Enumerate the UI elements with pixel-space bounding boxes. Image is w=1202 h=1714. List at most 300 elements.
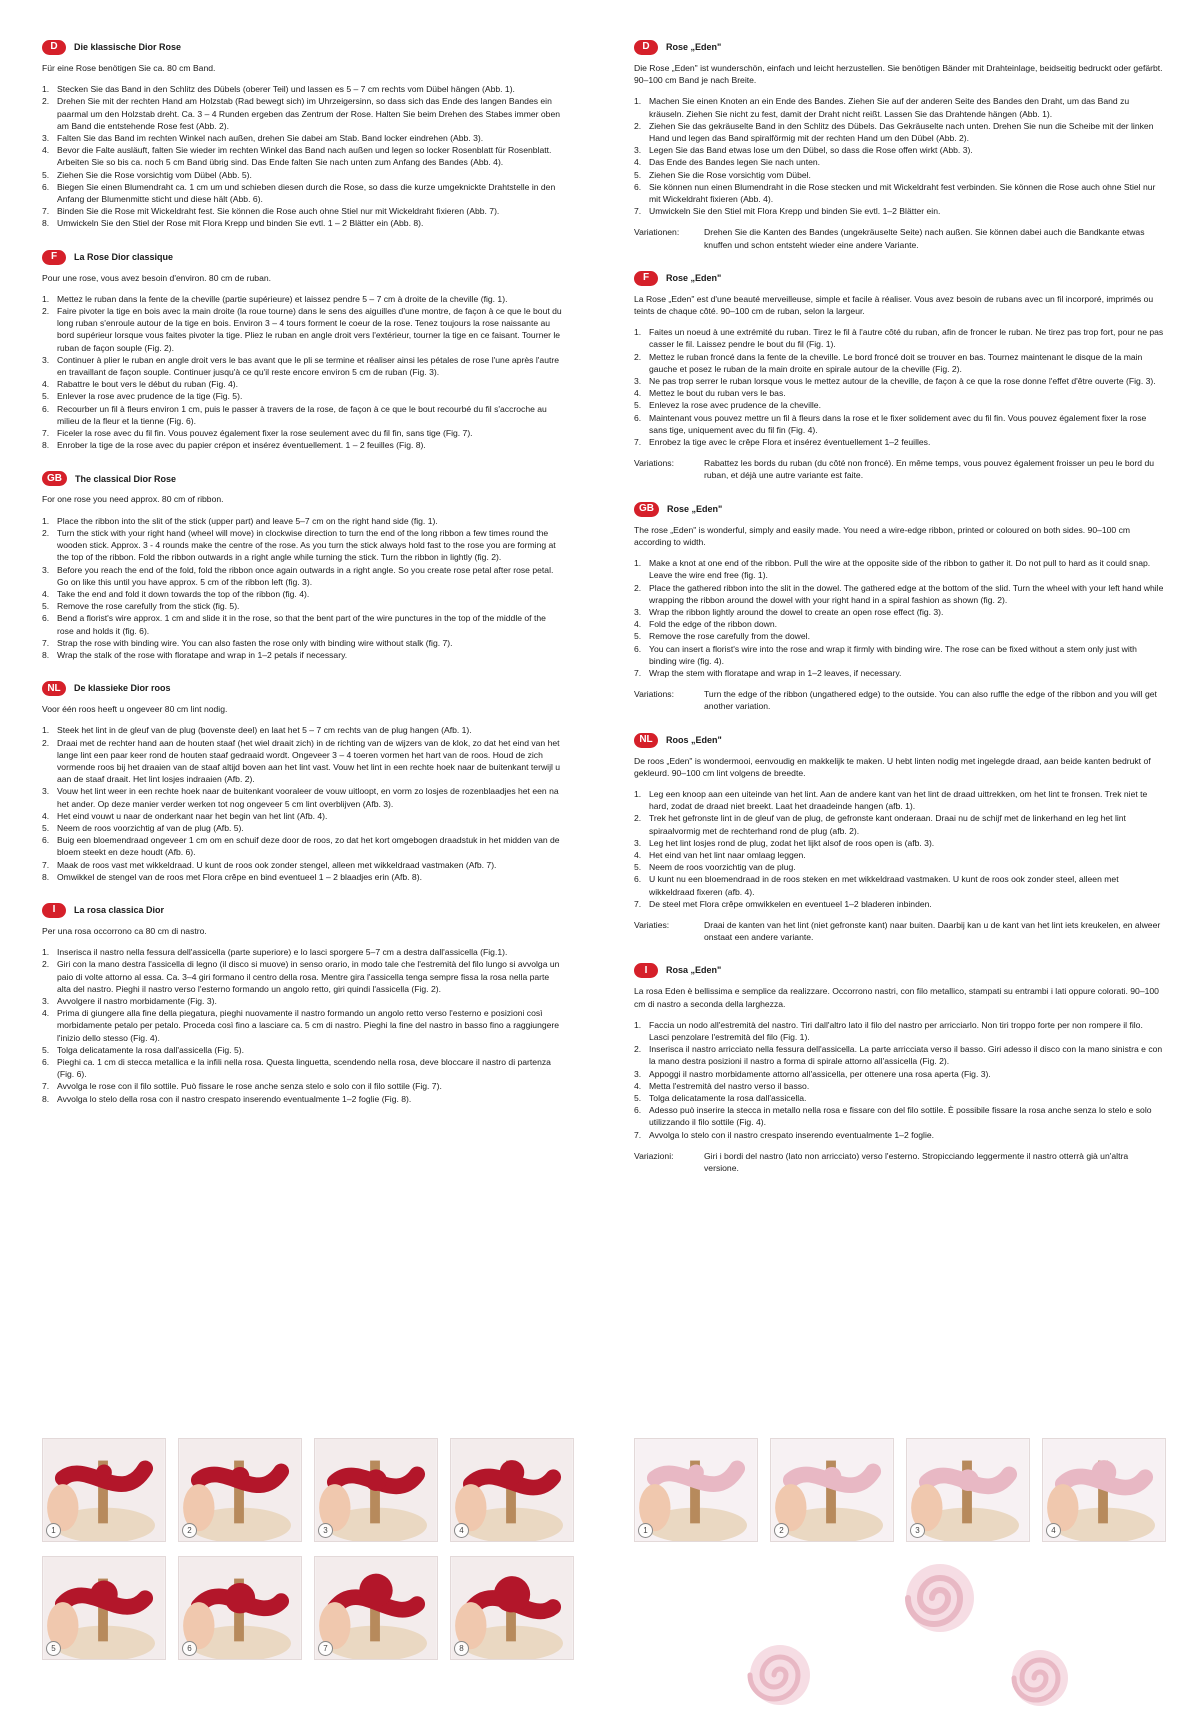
step-item — [634, 169, 1164, 181]
step-number: 2. — [634, 582, 642, 593]
section-header — [634, 271, 1164, 286]
step-number: 7. — [634, 898, 642, 909]
steps-list — [42, 515, 564, 661]
rose-illustration-left — [750, 1645, 810, 1705]
step-item — [42, 403, 564, 427]
step-text: Tolga delicatamente la rosa dall'assicella. — [649, 1093, 807, 1103]
step-item — [634, 606, 1164, 618]
section-intro: La rosa Eden è bellissima e semplice da realizzare. Occorrono nastri, con filo metallico, stampati su entrambi i lati oppure colorati. 90–100 cm di nastro a seconda della larghezza. — [634, 986, 1159, 1009]
section-intro: Die Rose „Eden" ist wunderschön, einfach und leicht herzustellen. Sie benötigen Bänder mit Drahteinlage, beidseitig bedruckt oder gefärbt. 90–100 cm Band je nach Breite. — [634, 63, 1163, 86]
step-item — [42, 527, 564, 564]
steps-list — [42, 946, 564, 1105]
photo-illustration — [179, 1439, 301, 1541]
step-text: Enlevez la rose avec prudence de la cheville. — [649, 400, 821, 411]
step-text: Binden Sie die Rose mit Wickeldraht fest. Sie können die Rose auch ohne Stiel nur mit Wickeldraht fixieren (Abb. 7). — [57, 206, 500, 217]
section-intro: The rose „Eden" is wonderful, simply and easily made. You need a wire-edge ribbon, printed or coloured on both sides. 90–100 cm according to width. — [634, 524, 1131, 547]
step-number: 1. — [634, 96, 642, 107]
step-item — [42, 958, 564, 995]
step-text: Prima di giungere alla fine della piegatura, pieghi nuovamente il nastro formando un angolo retto verso l'esterno e posizioni così morbidamente petalo per petalo. Proceda così fino a lasciare ca. 5 cm di nastro. Pieghi la fine del nastro in basso fino a raggiungere l'inizio dello stesso (Fig. 4). — [57, 1008, 560, 1043]
step-number: 7. — [634, 1129, 642, 1140]
step-text: Drehen Sie mit der rechten Hand am Holzstab (Rad bewegt sich) im Uhrzeigersinn, so dass sich das Ende des langen Bandes ein paarmal um den Holzstab dreht. Ca. 3 – 4 Runden ergeben das Zentrum der Rose. Halten Sie beim Drehen des Stabes immer oben am Band die entstehende Rose fest (Abb. 2). — [57, 96, 561, 131]
variation-text: Draai de kanten van het lint (niet gefronste kant) naar buiten. Daarbij kan u de kant van het lint iets kreukelen, en alweer onstaat een andere variante. — [704, 919, 1161, 943]
photo-illustration — [771, 1439, 893, 1541]
step-item — [634, 788, 1164, 812]
step-number: 5. — [42, 391, 50, 402]
step-item — [634, 144, 1164, 156]
step-text: Enrobez la tige avec le crêpe Flora et insérez éventuellement 1–2 feuilles. — [649, 437, 931, 448]
variation-note — [634, 688, 1164, 712]
steps-list — [634, 95, 1164, 217]
step-item — [42, 871, 564, 883]
step-text: Falten Sie das Band im rechten Winkel nach außen, drehen Sie dabei am Stab. Band locker eindrehen (Abb. 3). — [57, 133, 484, 144]
photo-number: 3 — [318, 1523, 333, 1538]
photo-number: 6 — [182, 1641, 197, 1656]
step-text: Inserisca il nastro nella fessura dell'assicella (parte superiore) e lo lasci sporgere 5–7 cm a destra dall'assicella (Fig.1). — [57, 947, 508, 958]
step-text: Avvolga le rose con il filo sottile. Può fissare le rose anche senza stelo e solo con il filo sottile (Fig. 7). — [57, 1081, 442, 1092]
step-number: 4. — [634, 157, 642, 168]
step-item — [42, 169, 564, 181]
variation-label: Variationen: — [634, 227, 680, 238]
step-text: De steel met Flora crêpe omwikkelen en eventueel 1–2 bladeren inbinden. — [649, 898, 932, 909]
step-text: Ficeler la rose avec du fil fin. Vous pouvez également fixer la rose seulement avec du fil fin, sans tige (Fig. 7). — [57, 428, 473, 439]
step-item — [42, 217, 564, 229]
step-number: 6. — [42, 403, 50, 414]
step-text: Faccia un nodo all'estremità del nastro. Tiri dall'altro lato il filo del nastro per arricciarlo. Non tiri troppo forte per non rompere il filo. Lasci penzolare l'estremità del filo (Fig. 1). — [649, 1019, 1143, 1042]
step-number: 1. — [634, 1019, 642, 1030]
variation-text: Rabattez les bords du ruban (du côté non froncé). En même temps, vous pouvez également froisser un peu le bord du ruban, et déjà une autre variante est faite. — [704, 458, 1154, 481]
step-photo — [314, 1556, 438, 1660]
steps-list — [42, 293, 564, 452]
step-text: Rabattre le bout vers le début du ruban (Fig. 4). — [57, 379, 239, 390]
step-item — [634, 1129, 1164, 1141]
step-item — [42, 305, 564, 354]
section-intro: La Rose „Eden" est d'une beauté merveilleuse, simple et facile à réaliser. Vous avez besoin de rubans avec un fil incorporé, imprimés ou teints de chaque côté. 90–100 cm de ruban, selon la largeur. — [634, 293, 1154, 317]
step-text: Mettez le bout du ruban vers le bas. — [649, 388, 786, 399]
step-text: Faire pivoter la tige en bois avec la main droite (la roue tourne) dans le sens des aiguilles d'une montre, de façon à ce que le bout du long ruban s'enroule autour de la tige en bois. Environ 3 – 4 tours forment le coeur de la rose. Tenez toujours la rose naissante au bord supérieur lorsque vous faites pivoter la tige. Pliez le ruban en angle droit vers l'extérieur, tourner la tige en ce faisant. Tourner le ruban de façon souple (Fig. 2). — [57, 306, 562, 353]
section-d — [42, 40, 564, 230]
variation-note — [634, 919, 1164, 943]
section-title: Rose „Eden" — [666, 272, 722, 283]
step-number: 3. — [634, 145, 642, 156]
step-item — [634, 412, 1164, 436]
step-item — [634, 1019, 1164, 1043]
step-text: Het eind vouwt u naar de onderkant naar het begin van het lint (Afb. 4). — [57, 810, 328, 821]
language-badge: F — [42, 250, 66, 265]
step-text: Bend a florist's wire approx. 1 cm and slide it in the rose, so that the bent part of the wire punctures in the top of the middle of the rose and holds it (fig. 6). — [57, 613, 546, 636]
variation-text: Turn the edge of the ribbon (ungathered edge) to the outside. You can also ruffle the edge of the ribbon and you will get another variation. — [704, 689, 1157, 712]
step-text: Stecken Sie das Band in den Schlitz des Dübels (oberer Teil) und lassen es 5 – 7 cm rechts vom Dübel hängen (Abb. 1). — [57, 84, 515, 95]
step-item — [634, 582, 1164, 606]
step-number: 6. — [634, 412, 642, 423]
step-text: Trek het gefronste lint in de gleuf van de plug, de gefronste kant onderaan. Draai nu de schijf met de linkerhand en leg het lint spiraalvormig met de rechterhand rond de plug (afb. 2). — [649, 813, 1126, 836]
step-item — [634, 643, 1164, 667]
right-column — [634, 40, 1164, 1194]
step-number: 5. — [42, 601, 50, 612]
variation-label: Variations: — [634, 689, 674, 700]
step-item — [42, 637, 564, 649]
photo-illustration — [315, 1557, 437, 1659]
step-photo — [314, 1438, 438, 1542]
section-header — [42, 40, 564, 55]
step-number: 4. — [42, 810, 50, 821]
step-text: Wrap the stem with floratape and wrap in 1–2 leaves, if necessary. — [649, 667, 902, 678]
section-f — [42, 250, 564, 452]
step-number: 5. — [42, 169, 50, 180]
step-item — [634, 898, 1164, 910]
photo-illustration — [451, 1439, 573, 1541]
step-item — [42, 859, 564, 871]
step-item — [42, 995, 564, 1007]
step-text: Tolga delicatamente la rosa dall'assicella (Fig. 5). — [57, 1044, 244, 1055]
step-number: 3. — [42, 995, 50, 1006]
step-text: Remove the rose carefully from the dowel. — [649, 631, 810, 642]
step-item — [634, 120, 1164, 144]
section-header — [42, 903, 564, 918]
step-item — [42, 439, 564, 451]
step-number: 7. — [42, 859, 50, 870]
step-item — [634, 399, 1164, 411]
step-number: 5. — [634, 1093, 642, 1103]
step-text: Metta l'estremità del nastro verso il basso. — [649, 1080, 810, 1091]
step-item — [634, 812, 1164, 836]
step-number: 7. — [42, 206, 50, 217]
step-number: 2. — [634, 1044, 642, 1055]
step-item — [634, 849, 1164, 861]
step-number: 4. — [42, 1008, 50, 1019]
step-number: 1. — [42, 84, 50, 95]
step-number: 1. — [42, 293, 50, 304]
step-number: 5. — [634, 631, 642, 642]
step-photo — [770, 1438, 894, 1542]
photo-number: 7 — [318, 1641, 333, 1656]
step-text: Avvolga lo stelo con il nastro crespato inserendo eventualmente 1–2 foglie. — [649, 1129, 935, 1140]
step-text: You can insert a florist's wire into the rose and wrap it firmly with binding wire. The rose can be fixed without a stem only just with binding wire (fig. 4). — [649, 643, 1137, 666]
step-item — [42, 810, 564, 822]
step-text: U kunt nu een bloemendraad in de roos steken en met wikkeldraad vastmaken. U kunt de roos ook zonder steel, alleen met wikkeldraad fixeren (afb. 4). — [649, 874, 1119, 897]
variation-note — [634, 226, 1164, 250]
section-i — [634, 963, 1164, 1174]
step-text: Het eind van het lint naar omlaag leggen. — [649, 849, 806, 860]
step-number: 3. — [634, 837, 642, 848]
step-item — [42, 1093, 564, 1105]
section-i — [42, 903, 564, 1105]
step-number: 7. — [634, 667, 642, 678]
step-number: 7. — [634, 437, 642, 448]
section-header — [634, 40, 1164, 55]
step-item — [634, 156, 1164, 168]
step-item — [42, 144, 564, 168]
photo-strip-dior — [42, 1438, 574, 1660]
step-item — [42, 354, 564, 378]
step-number: 2. — [42, 96, 50, 107]
steps-list — [634, 1019, 1164, 1141]
step-item — [634, 387, 1164, 399]
step-text: Neem de roos voorzichtig van de plug. — [649, 862, 796, 873]
language-badge: NL — [634, 733, 658, 748]
step-text: Wrap the stalk of the rose with floratape and wrap in 1–2 petals if necessary. — [57, 649, 348, 660]
step-item — [42, 1007, 564, 1044]
step-item — [42, 737, 564, 786]
section-nl — [42, 681, 564, 883]
step-text: Ziehen Sie die Rose vorsichtig vom Dübel. — [649, 169, 811, 180]
step-item — [42, 132, 564, 144]
step-text: Sie können nun einen Blumendraht in die Rose stecken und mit Wickeldraht fest verbinden. Sie können die Rose auch ohne Stiel nur mit Wickeldraht fixieren (Abb. 4). — [649, 181, 1156, 205]
step-item — [634, 618, 1164, 630]
step-item — [634, 205, 1164, 217]
left-column — [42, 40, 564, 1125]
step-item — [42, 83, 564, 95]
section-title: La Rose Dior classique — [74, 251, 174, 262]
step-photo — [42, 1438, 166, 1542]
variation-note — [634, 1150, 1164, 1174]
step-number: 8. — [42, 218, 50, 229]
section-header — [42, 250, 564, 265]
step-number: 7. — [42, 428, 50, 439]
step-text: Ziehen Sie das gekräuselte Band in den Schlitz des Dübels. Das Gekräuselte nach unten. Drehen Sie nun die Scheibe mit der linken Hand und legen das Band spiralförmig mit der rechten Hand um den Dübel (Abb. 2). — [649, 120, 1154, 144]
step-number: 6. — [42, 181, 50, 192]
step-number: 2. — [42, 737, 50, 748]
language-badge: I — [42, 903, 66, 918]
step-item — [42, 378, 564, 390]
step-number: 5. — [42, 822, 50, 833]
step-text: Biegen Sie einen Blumendraht ca. 1 cm um und schieben diesen durch die Rose, so dass die kurze umgeknickte Drahtstelle in den Anfang der Blumenmitte sticht und diese hält (Abb. 6). — [57, 181, 556, 205]
step-item — [634, 181, 1164, 205]
photo-number: 1 — [638, 1523, 653, 1538]
step-number: 3. — [42, 133, 50, 144]
step-item — [42, 427, 564, 439]
step-text: Avvolga lo stelo della rosa con il nastro crespato inserendo eventualmente 1–2 foglie (Fig. 8). — [57, 1093, 412, 1104]
section-title: Rose „Eden" — [667, 503, 723, 514]
step-number: 7. — [42, 1081, 50, 1092]
step-item — [42, 649, 564, 661]
step-item — [634, 1043, 1164, 1067]
step-number: 4. — [634, 1080, 642, 1091]
photo-illustration — [43, 1557, 165, 1659]
step-text: Avvolgere il nastro morbidamente (Fig. 3). — [57, 995, 217, 1006]
step-photo — [450, 1556, 574, 1660]
step-number: 2. — [42, 306, 50, 317]
step-text: Omwikkel de stengel van de roos met Flora crêpe en bind eventueel 1 – 2 blaadjes erin (Afb. 8). — [57, 871, 422, 882]
step-item — [634, 1092, 1164, 1104]
step-item — [42, 612, 564, 636]
step-text: Place the ribbon into the slit of the stick (upper part) and leave 5–7 cm on the right hand side (fig. 1). — [57, 515, 438, 526]
section-title: De klassieke Dior roos — [74, 683, 171, 694]
section-header — [634, 502, 1164, 517]
photo-number: 8 — [454, 1641, 469, 1656]
step-text: Take the end and fold it down towards the top of the ribbon (fig. 4). — [57, 588, 310, 599]
step-text: Umwickeln Sie den Stiel mit Flora Krepp und binden Sie evtl. 1–2 Blätter ein. — [649, 206, 941, 217]
step-number: 6. — [634, 1105, 642, 1116]
step-photo — [178, 1438, 302, 1542]
step-text: Ziehen Sie die Rose vorsichtig vom Dübel (Abb. 5). — [57, 169, 252, 180]
section-header — [634, 733, 1164, 748]
step-text: Adesso può inserire la stecca in metallo nella rosa e fissare con del filo sottile. È possibile fissare la rosa anche senza lo stelo e solo utilizzando il filo sottile (Fig. 4). — [649, 1105, 1152, 1128]
step-number: 1. — [634, 558, 642, 569]
step-number: 5. — [42, 1044, 50, 1055]
variation-note — [634, 457, 1164, 481]
step-item — [634, 436, 1164, 448]
photo-illustration — [179, 1557, 301, 1659]
step-item — [634, 1068, 1164, 1080]
step-number: 3. — [42, 354, 50, 365]
step-item — [634, 375, 1164, 387]
section-intro: De roos „Eden" is wondermooi, eenvoudig en makkelijk te maken. U hebt linten nodig met ingelegde draad, aan beide kanten bedrukt of gekleurd. 90–100 cm lint volgens de breedte. — [634, 755, 1151, 778]
step-number: 8. — [42, 871, 50, 882]
step-text: Turn the stick with your right hand (wheel will move) in clockwise direction to turn the end of the long ribbon a few times round the wooden stick. Approx. 3 - 4 rounds make the centre of the rose. As you turn the stick always hold fast to the rose you are forming at the top of the ribbon. Fold the ribbon outwards in a right angle while turning the stick. Turn the ribbon in lightly (fig. 2). — [57, 527, 556, 563]
step-text: Machen Sie einen Knoten an ein Ende des Bandes. Ziehen Sie auf der anderen Seite des Bandes den Draht, um das Band zu kräuseln. Ziehen Sie nicht zu fest, damit der Draht nicht reißt. Lassen Sie das Drahtende hängen (Abb. 1). — [649, 96, 1130, 119]
step-item — [42, 515, 564, 527]
step-item — [634, 837, 1164, 849]
step-item — [634, 1104, 1164, 1128]
step-number: 4. — [42, 145, 50, 156]
photo-illustration — [1043, 1439, 1165, 1541]
step-item — [634, 1080, 1164, 1092]
language-badge: F — [634, 271, 658, 286]
section-title: La rosa classica Dior — [74, 905, 165, 916]
step-text: Inserisca il nastro arricciato nella fessura dell'assicella. La parte arricciata verso il basso. Giri adesso il disco con la mano sinistra e con la mano destra posizioni il nastro a forma di spirale attorno all'assicella (Fig. 2). — [649, 1044, 1163, 1067]
step-text: Enrober la tige de la rose avec du papier crépon et insérez éventuellement. 1 – 2 feuilles (Fig. 8). — [57, 440, 426, 451]
language-badge: I — [634, 963, 658, 978]
section-title: Rosa „Eden" — [666, 965, 722, 976]
section-header — [42, 681, 564, 696]
rose-decoration — [740, 1560, 1080, 1710]
step-text: Place the gathered ribbon into the slit in the dowel. The gathered edge at the bottom of the slid. Turn the wheel with your left hand while wrapping the ribbon around the dowel with your right hand in a spiral fashion as shown (fig. 2). — [649, 582, 1164, 605]
step-number: 6. — [634, 643, 642, 654]
section-nl — [634, 733, 1164, 944]
photo-number: 2 — [182, 1523, 197, 1538]
photo-illustration — [451, 1557, 573, 1659]
step-text: Strap the rose with binding wire. You can also fasten the rose only with binding wire without stalk (fig. 7). — [57, 637, 453, 648]
step-text: Ne pas trop serrer le ruban lorsque vous le mettez autour de la cheville, de façon à ce que la rose donne l'effet d'être ouverte (Fig. 3). — [649, 376, 1156, 387]
step-text: Continuer à plier le ruban en angle droit vers le bas avant que le pli se termine et réaliser ainsi les pétales de rose l'une après l'autre en travaillant de façon souple. Continuer jusqu'à ce qu'il reste encore environ 5 cm de ruban (Fig. 3). — [57, 354, 560, 378]
step-number: 2. — [42, 527, 50, 538]
step-item — [42, 724, 564, 736]
step-text: Recourber un fil à fleurs environ 1 cm, puis le passer à travers de la rose, de façon à ce que le bout recourbé du fil s'accroche au milieu de la fleur et la tienne (Fig. 6). — [57, 403, 547, 426]
step-number: 3. — [42, 786, 50, 797]
rose-illustration-right — [1012, 1650, 1068, 1706]
step-photo — [42, 1556, 166, 1660]
step-number: 6. — [42, 613, 50, 624]
step-item — [42, 946, 564, 958]
section-d — [634, 40, 1164, 251]
step-text: Das Ende des Bandes legen Sie nach unten. — [649, 157, 821, 168]
step-number: 7. — [634, 206, 642, 217]
step-item — [42, 1080, 564, 1092]
step-photo — [1042, 1438, 1166, 1542]
step-photo — [450, 1438, 574, 1542]
language-badge: D — [42, 40, 66, 55]
photo-illustration — [907, 1439, 1029, 1541]
step-item — [634, 630, 1164, 642]
section-gb — [42, 471, 564, 661]
section-intro: For one rose you need approx. 80 cm of ribbon. — [42, 494, 224, 505]
step-number: 8. — [42, 440, 50, 451]
step-text: Umwickeln Sie den Stiel der Rose mit Flora Krepp und binden Sie evtl. 1 – 2 Blätter ein (Abb. 8). — [57, 218, 424, 229]
steps-list — [634, 326, 1164, 448]
step-item — [42, 390, 564, 402]
photo-illustration — [43, 1439, 165, 1541]
step-item — [42, 564, 564, 588]
step-text: Make a knot at one end of the ribbon. Pull the wire at the opposite side of the ribbon to gather it. Do not pull to hard as it could snap. Leave the wire end free (fig. 1). — [649, 558, 1151, 581]
section-intro: Pour une rose, vous avez besoin d'environ. 80 cm de ruban. — [42, 272, 272, 283]
step-item — [42, 785, 564, 809]
step-text: Before you reach the end of the fold, fold the ribbon once again outwards in a right angle. So you create rose petal after rose petal. Go on like this until you have approx. 5 cm of the ribbon left (fig. 3). — [57, 564, 554, 587]
photo-illustration — [635, 1439, 757, 1541]
variation-text: Giri i bordi del nastro (lato non arricciato) verso l'esterno. Stropicciando leggermente il nastro otterrà già un'altra versione. — [704, 1150, 1129, 1174]
section-title: Roos „Eden" — [666, 734, 722, 745]
step-number: 1. — [42, 947, 50, 958]
step-photo — [634, 1438, 758, 1542]
section-intro: Per una rosa occorrono ca 80 cm di nastro. — [42, 925, 207, 936]
photo-number: 4 — [454, 1523, 469, 1538]
step-item — [42, 293, 564, 305]
section-title: The classical Dior Rose — [75, 473, 177, 484]
step-item — [42, 95, 564, 132]
step-number: 8. — [42, 1093, 50, 1104]
steps-list — [634, 557, 1164, 679]
step-text: Mettez le ruban froncé dans la fente de la cheville. Le bord froncé doit se trouver en bas. Tournez maintenant le disque de la main gauche et posez le ruban de la main droite en spirale autour de la cheville (Fig. 2). — [649, 351, 1143, 374]
steps-list — [42, 83, 564, 229]
step-item — [42, 834, 564, 858]
step-photo — [178, 1556, 302, 1660]
steps-list — [634, 788, 1164, 910]
step-text: Giri con la mano destra l'assicella di legno (il disco si muove) in senso orario, in modo tale che l'estremità del filo lungo si avvolga un paio di volte attorno al essa. Ca. 3–4 giri formano il centro della rosa. Mentre gira l'assicella tenga sempre fissa la rosa nella parte alta del nastro. Pieghi il nastro verso l'esterno formando un angolo retto, giri quindi l'assicella (Fig. 2). — [57, 959, 560, 994]
section-header — [42, 471, 564, 486]
step-text: Leg een knoop aan een uiteinde van het lint. Aan de andere kant van het lint de draad uittrekken, om het lint te fronsen. Trek niet te hard, zodat de draad niet breekt. Laat het draadeinde hangen (afb. 1). — [649, 788, 1148, 812]
photo-strip-eden — [634, 1438, 1166, 1542]
step-text: Mettez le ruban dans la fente de la cheville (partie supérieure) et laissez pendre 5 – 7 cm à droite de la cheville (fig. 1). — [57, 293, 508, 304]
section-title: Die klassische Dior Rose — [74, 42, 182, 53]
step-number: 4. — [634, 619, 642, 630]
photo-number: 4 — [1046, 1523, 1061, 1538]
step-number: 5. — [634, 400, 642, 411]
step-text: Appoggi il nastro morbidamente attorno all'assicella, per ottenere una rosa aperta (Fig. 3). — [649, 1068, 991, 1079]
section-f — [634, 271, 1164, 482]
step-text: Remove the rose carefully from the stick (fig. 5). — [57, 601, 240, 612]
step-item — [634, 95, 1164, 119]
step-text: Draai met de rechter hand aan de houten staaf (het wiel draait zich) in de richting van de wijzers van de klok, zo dat het eind van het lange lint een paar keer rond de houten staaf gedraaid wordt. Ongeveer 3 – 4 toeren vormen het hart van de roos. Houd de zich vormende roos bij het draaien van de staaf altijd boven aan het lint vast. Vouw het lint in een rechte hoek naar de buitenkant terwijl u aan de staaf draait. Het lint losjes indraaien (Afb. 2). — [57, 737, 561, 785]
step-number: 3. — [634, 606, 642, 617]
variation-label: Variations: — [634, 458, 674, 469]
step-number: 4. — [42, 379, 50, 390]
step-number: 2. — [42, 959, 50, 970]
step-item — [634, 557, 1164, 581]
step-text: Maintenant vous pouvez mettre un fil à fleurs dans la rose et le fixer solidement avec du fil fin. Vous pouvez également fixer la rose sans tige, uniquement avec du fil fin (Fig. 4). — [649, 412, 1147, 435]
section-intro: Für eine Rose benötigen Sie ca. 80 cm Band. — [42, 63, 216, 73]
step-text: Bevor die Falte ausläuft, falten Sie wieder im rechten Winkel das Band nach außen und legen so locker Rosenblatt für Rosenblatt. Arbeiten Sie so bis ca. noch 5 cm Band übrig sind. Das Ende falten Sie nach unten zum Anfang des Bandes (Abb. 4). — [57, 145, 552, 168]
step-number: 3. — [634, 1068, 642, 1079]
step-item — [634, 667, 1164, 679]
step-number: 2. — [634, 351, 642, 362]
step-item — [42, 1044, 564, 1056]
step-number: 1. — [42, 725, 50, 736]
step-text: Faites un noeud à une extrémité du ruban. Tirez le fil à l'autre côté du ruban, afin de froncer le ruban. Ne tirez pas trop fort, pour ne pas casser le fil. Laissez pendre le bout du fil (Fig. 1). — [649, 327, 1164, 350]
step-number: 2. — [634, 120, 642, 131]
step-item — [42, 205, 564, 217]
language-badge: D — [634, 40, 658, 55]
step-text: Maak de roos vast met wikkeldraad. U kunt de roos ook zonder stengel, alleen met wikkeldraad vastmaken (Afb. 7). — [57, 859, 497, 870]
step-text: Pieghi ca. 1 cm di stecca metallica e la infili nella rosa. Questa linguetta, scendendo nella rosa, deve bloccare il nastro di partenza (Fig. 6). — [57, 1057, 551, 1080]
step-item — [42, 181, 564, 205]
step-number: 7. — [42, 637, 50, 648]
step-number: 5. — [634, 169, 642, 180]
language-badge: GB — [42, 471, 67, 486]
step-number: 4. — [42, 588, 50, 599]
step-number: 2. — [634, 813, 642, 824]
step-number: 3. — [42, 564, 50, 575]
step-text: Leg het lint losjes rond de plug, zodat het lijkt alsof de roos open is (afb. 3). — [649, 837, 935, 848]
section-title: Rose „Eden" — [666, 42, 722, 53]
